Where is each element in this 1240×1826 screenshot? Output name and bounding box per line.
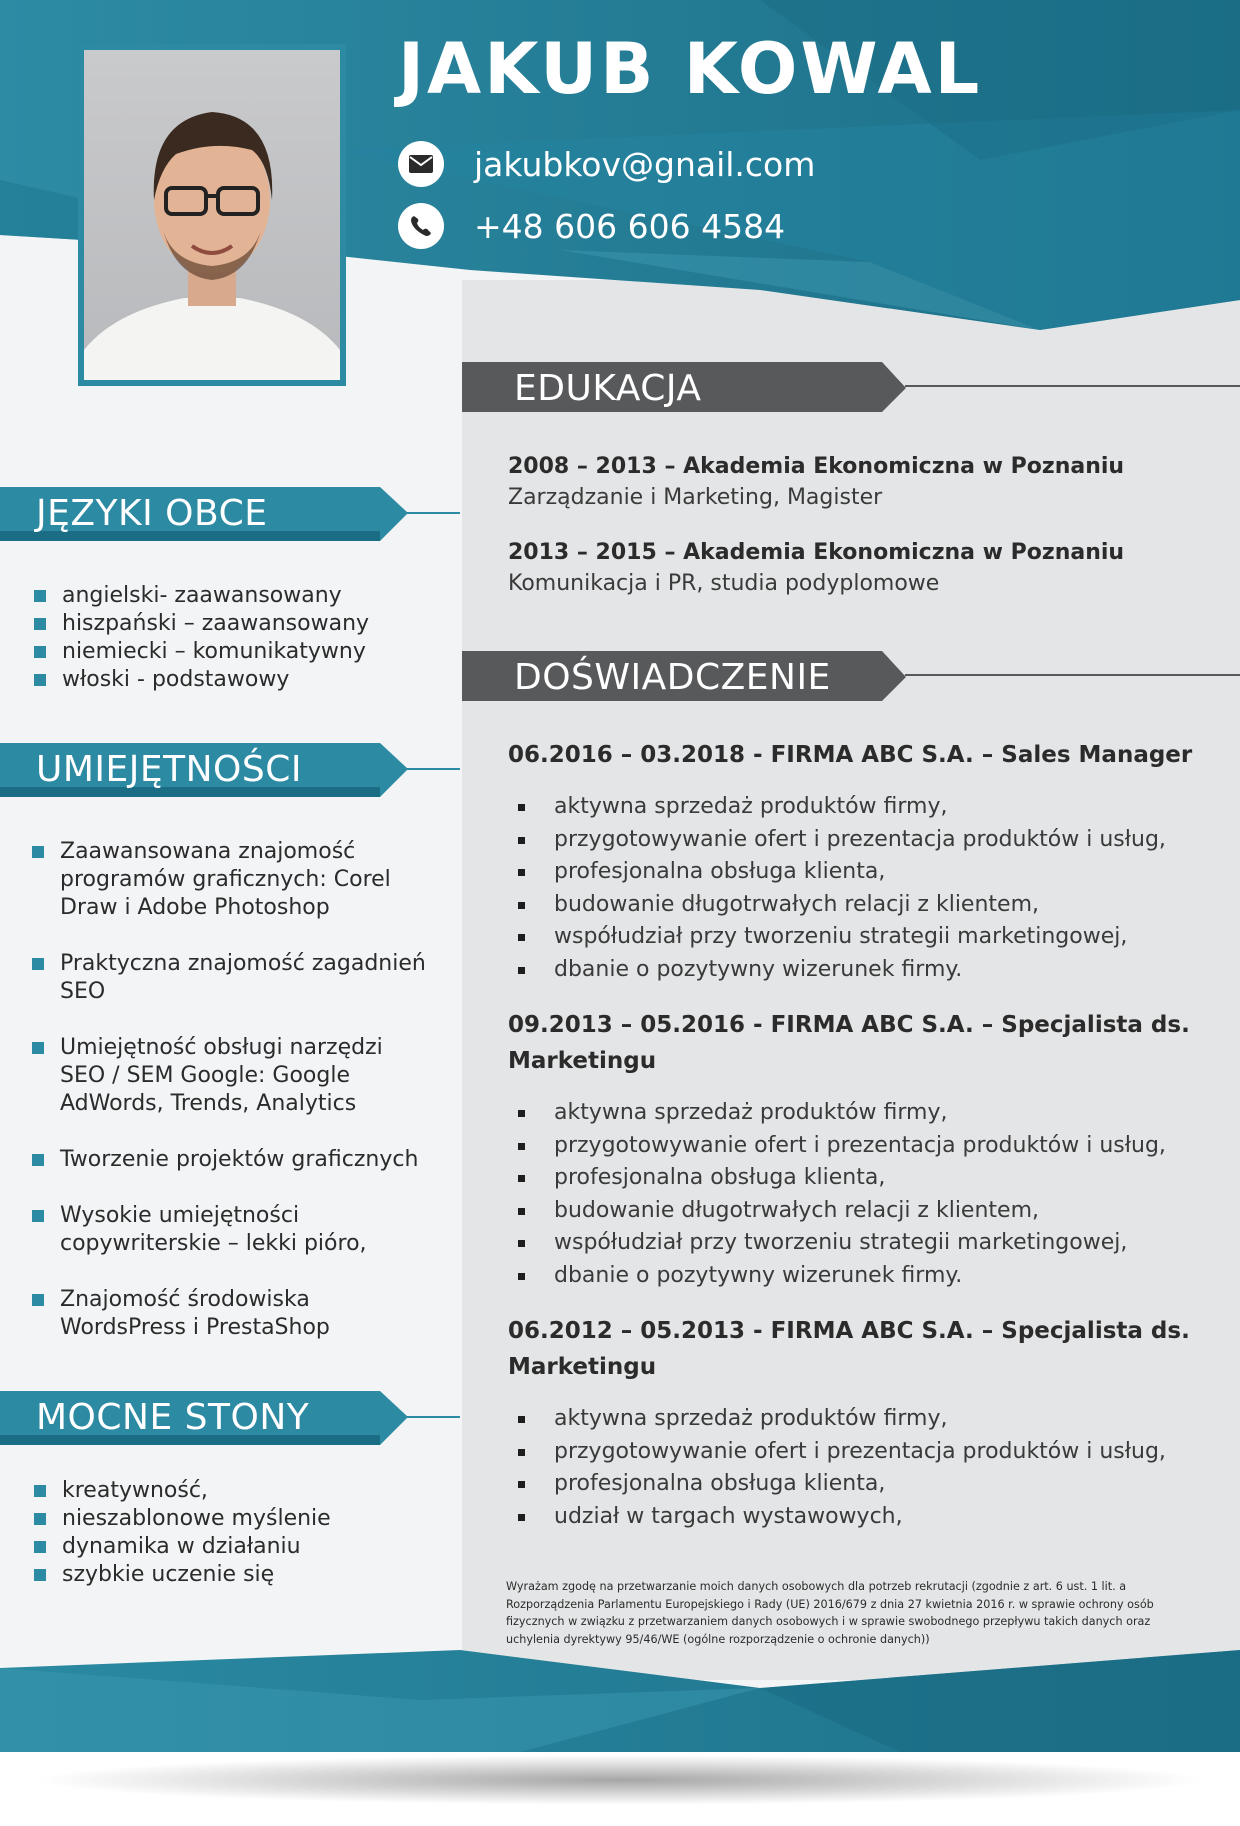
list-item: Umiejętność obsługi narzędzi SEO / SEM Google: Google AdWords, Trends, Analytics [32, 1034, 432, 1118]
page-drop-shadow [30, 1755, 1210, 1805]
square-bullet-icon [32, 1154, 44, 1166]
gdpr-consent-clause: Wyrażam zgodę na przetwarzanie moich danych osobowych dla potrzeb rekrutacji (zgodnie z art. 6 ust. 1 lit. a Rozporządzenia Parlamentu Europejskiego i Rady (UE) 2016/679 z dnia 27 kwietnia 2016 r. w sprawie ochrony osób fizycznych w związku z przetwarzaniem danych osobowych i w sprawie swobodnego przepływu takich danych oraz uchylenia dyrektywy 95/46/WE (ogólne rozporządzenie o ochronie danych)) [506, 1580, 1154, 1646]
bullet-icon [518, 934, 525, 941]
list-item: szybkie uczenie się [34, 1561, 434, 1589]
bullet-icon [518, 1514, 525, 1521]
job-title: 06.2016 – 03.2018 - FIRMA ABC S.A. – Sales Manager [508, 742, 1193, 768]
square-bullet-icon [32, 846, 44, 858]
bullet-icon [518, 1110, 525, 1117]
list-item: Zaawansowana znajomość programów graficznych: Corel Draw i Adobe Photoshop [32, 838, 432, 922]
square-bullet-icon [32, 1210, 44, 1222]
strengths-list [34, 1477, 434, 1589]
list-item: kreatywność, [34, 1477, 434, 1505]
list-item: przygotowywanie ofert i prezentacja produktów i usług, [516, 1130, 1166, 1163]
square-bullet-icon [34, 1485, 46, 1497]
languages-list [34, 582, 434, 694]
bullet-icon [518, 1481, 525, 1488]
square-bullet-icon [34, 1569, 46, 1581]
list-item: angielski- zaawansowany [34, 582, 434, 610]
list-item: udział w targach wystawowych, [516, 1501, 1166, 1534]
education-title: EDUKACJA [514, 368, 702, 409]
bullet-icon [518, 967, 525, 974]
languages-heading [0, 487, 460, 545]
list-item: hiszpański – zaawansowany [34, 610, 434, 638]
bullet-icon [518, 1240, 525, 1247]
list-item: aktywna sprzedaż produktów firmy, [516, 1403, 1166, 1436]
bullet-icon [518, 1416, 525, 1423]
education-heading [462, 362, 1240, 416]
square-bullet-icon [32, 1042, 44, 1054]
profile-photo-frame [78, 44, 346, 386]
education-entry [508, 454, 1208, 510]
job-duties-list [516, 1097, 1166, 1292]
square-bullet-icon [32, 1294, 44, 1306]
list-item: profesjonalna obsługa klienta, [516, 1162, 1166, 1195]
phone-row [398, 201, 785, 251]
square-bullet-icon [34, 646, 46, 658]
list-item: Tworzenie projektów graficznych [32, 1146, 432, 1174]
list-item: budowanie długotrwałych relacji z klientem, [516, 889, 1166, 922]
skills-list [32, 838, 432, 1370]
job-duties-list [516, 791, 1166, 986]
list-item: budowanie długotrwałych relacji z klientem, [516, 1195, 1166, 1228]
email-text[interactable]: jakubkov@gnail.com [474, 144, 816, 184]
square-bullet-icon [34, 1513, 46, 1525]
job-title: 09.2013 – 05.2016 - FIRMA ABC S.A. – Specjalista ds. Marketingu [508, 1012, 1190, 1074]
skills-heading [0, 743, 460, 801]
square-bullet-icon [34, 1541, 46, 1553]
list-item: profesjonalna obsługa klienta, [516, 856, 1166, 889]
bullet-icon [518, 837, 525, 844]
bullet-icon [518, 1449, 525, 1456]
portrait-illustration [84, 50, 340, 380]
list-item: aktywna sprzedaż produktów firmy, [516, 1097, 1166, 1130]
list-item: Praktyczna znajomość zagadnień SEO [32, 950, 432, 1006]
education-heading-text: 2008 – 2013 – Akademia Ekonomiczna w Poznaniu [508, 454, 1125, 479]
bullet-icon [518, 804, 525, 811]
square-bullet-icon [34, 618, 46, 630]
phone-text[interactable]: +48 606 606 4584 [474, 206, 786, 246]
list-item: współudział przy tworzeniu strategii marketingowej, [516, 1227, 1166, 1260]
list-item: nieszablonowe myślenie [34, 1505, 434, 1533]
strengths-heading [0, 1391, 460, 1449]
bullet-icon [518, 1175, 525, 1182]
square-bullet-icon [32, 958, 44, 970]
square-bullet-icon [34, 590, 46, 602]
experience-title: DOŚWIADCZENIE [514, 657, 831, 698]
email-row [398, 139, 815, 189]
job-duties-list [516, 1403, 1166, 1533]
list-item: dynamika w działaniu [34, 1533, 434, 1561]
languages-title: JĘZYKI OBCE [36, 493, 268, 534]
strengths-title: MOCNE STONY [36, 1397, 310, 1438]
list-item: Znajomość środowiska WordsPress i PrestaShop [32, 1286, 432, 1342]
list-item: profesjonalna obsługa klienta, [516, 1468, 1166, 1501]
bullet-icon [518, 1143, 525, 1150]
skills-title: UMIEJĘTNOŚCI [36, 749, 302, 790]
list-item: aktywna sprzedaż produktów firmy, [516, 791, 1166, 824]
list-item: dbanie o pozytywny wizerunek firmy. [516, 1260, 1166, 1293]
education-entry [508, 540, 1208, 596]
list-item: współudział przy tworzeniu strategii marketingowej, [516, 921, 1166, 954]
candidate-name: JAKUB KOWAL [398, 28, 983, 110]
experience-heading [462, 651, 1240, 705]
list-item: Wysokie umiejętności copywriterskie – lekki pióro, [32, 1202, 432, 1258]
education-heading-text: 2013 – 2015 – Akademia Ekonomiczna w Poznaniu [508, 540, 1125, 565]
education-detail-text: Komunikacja i PR, studia podyplomowe [508, 571, 940, 596]
job-title: 06.2012 – 05.2013 - FIRMA ABC S.A. – Specjalista ds. Marketingu [508, 1318, 1190, 1380]
education-detail-text: Zarządzanie i Marketing, Magister [508, 485, 883, 510]
list-item: przygotowywanie ofert i prezentacja produktów i usług, [516, 1436, 1166, 1469]
profile-photo [84, 50, 340, 380]
list-item: włoski - podstawowy [34, 666, 434, 694]
list-item: niemiecki – komunikatywny [34, 638, 434, 666]
bullet-icon [518, 1273, 525, 1280]
square-bullet-icon [34, 674, 46, 686]
list-item: przygotowywanie ofert i prezentacja produktów i usług, [516, 824, 1166, 857]
bullet-icon [518, 902, 525, 909]
phone-icon [398, 203, 444, 249]
envelope-icon [398, 141, 444, 187]
bullet-icon [518, 869, 525, 876]
list-item: dbanie o pozytywny wizerunek firmy. [516, 954, 1166, 987]
bullet-icon [518, 1208, 525, 1215]
